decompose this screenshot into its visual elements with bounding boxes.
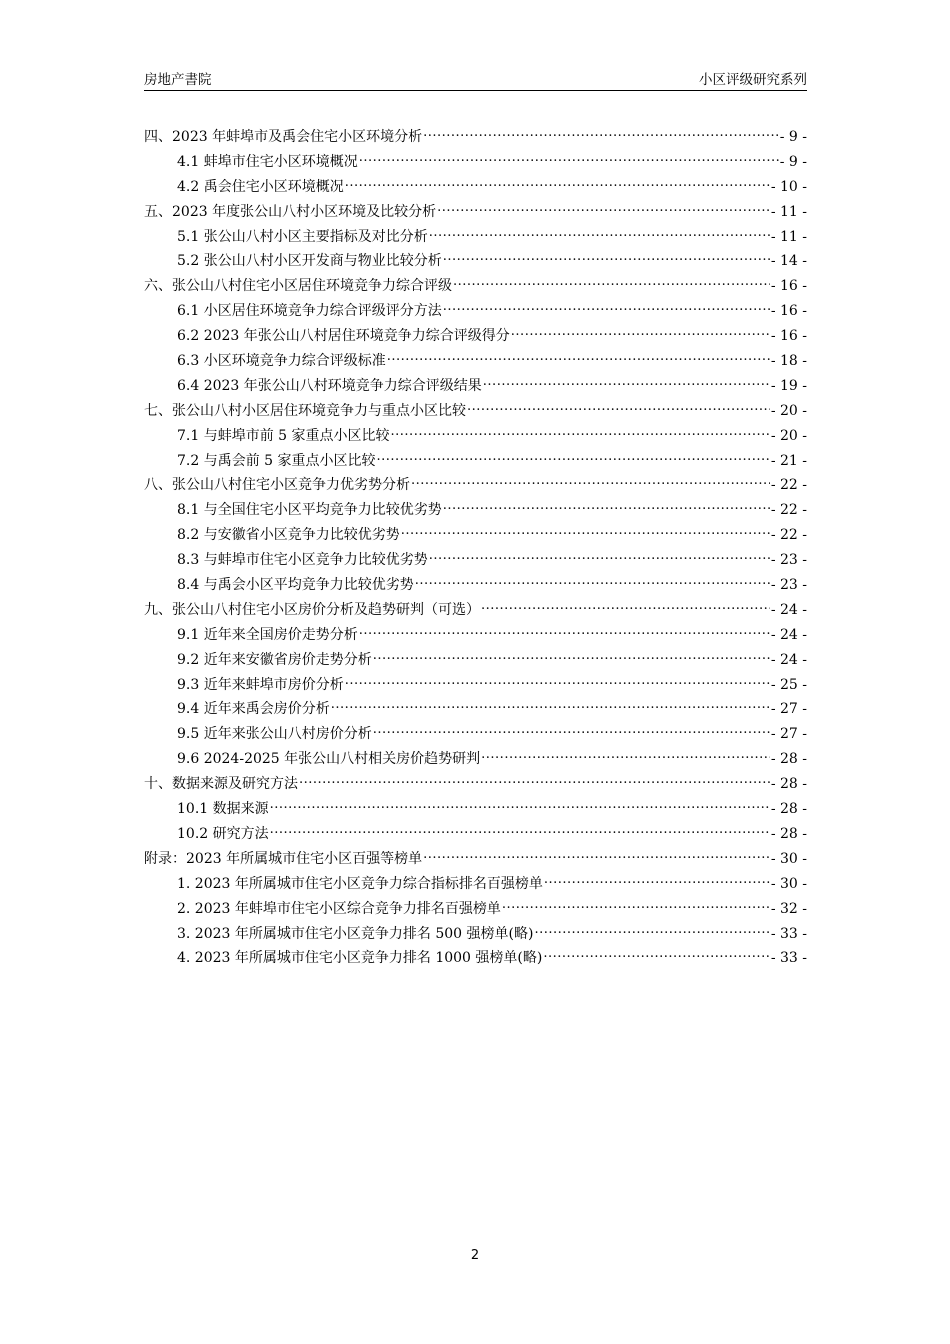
toc-entry-page: - 18 - [770, 353, 807, 370]
page-header [144, 68, 807, 91]
toc-entry-title: 8.1 与全国住宅小区平均竞争力比较优劣势 [177, 502, 442, 519]
toc-entry[interactable] [144, 723, 807, 748]
toc-dot-leader [481, 749, 770, 763]
toc-entry-page: - 30 - [770, 850, 807, 867]
toc-entry-title: 9.3 近年来蚌埠市房价分析 [177, 676, 344, 693]
toc-dot-leader [387, 351, 770, 365]
toc-entry-title: 9.4 近年来禹会房价分析 [177, 701, 330, 718]
page-number: 2 [470, 1248, 480, 1263]
toc-entry-title: 5.2 张公山八村小区开发商与物业比较分析 [177, 253, 442, 270]
toc-entry[interactable] [144, 549, 807, 574]
toc-entry-page: - 16 - [770, 303, 807, 320]
toc-entry-page: - 10 - [770, 178, 807, 195]
toc-dot-leader [511, 326, 770, 340]
toc-dot-leader [423, 849, 770, 863]
toc-dot-leader [429, 550, 770, 564]
toc-dot-leader [373, 650, 770, 664]
toc-entry[interactable] [144, 425, 807, 450]
toc-entry-page: - 30 - [770, 875, 807, 892]
toc-entry[interactable] [144, 151, 807, 176]
toc-entry-page: - 28 - [770, 801, 807, 818]
toc-entry-page: - 14 - [770, 253, 807, 270]
toc-entry-title: 附录：2023 年所属城市住宅小区百强等榜单 [144, 850, 423, 867]
toc-entry-title: 四、2023 年蚌埠市及禹会住宅小区环境分析 [144, 129, 423, 145]
toc-dot-leader [483, 376, 770, 390]
toc-entry-page: - 22 - [770, 477, 807, 494]
toc-entry-title: 七、张公山八村小区居住环境竞争力与重点小区比较 [144, 402, 466, 419]
toc-entry[interactable] [144, 748, 807, 773]
toc-entry[interactable] [144, 375, 807, 400]
toc-entry[interactable] [144, 873, 807, 898]
toc-entry-title: 7.2 与禹会前 5 家重点小区比较 [177, 452, 376, 469]
toc-entry-title: 9.2 近年来安徽省房价走势分析 [177, 651, 372, 668]
toc-dot-leader [270, 824, 770, 838]
toc-entry[interactable] [144, 674, 807, 699]
toc-entry-page: - 19 - [770, 377, 807, 394]
toc-dot-leader [544, 874, 770, 888]
toc-entry-title: 6.2 2023 年张公山八村居住环境竞争力综合评级得分 [177, 328, 510, 345]
toc-entry-page: - 32 - [770, 900, 807, 917]
header-left-text: 房地产書院 [144, 72, 212, 88]
toc-entry[interactable] [144, 474, 807, 499]
toc-entry-page: - 24 - [770, 651, 807, 668]
toc-entry-title: 五、2023 年度张公山八村小区环境及比较分析 [144, 203, 437, 220]
toc-entry-page: - 33 - [770, 950, 807, 967]
toc-dot-leader [429, 227, 770, 241]
toc-entry-page: - 20 - [770, 427, 807, 444]
toc-entry-title: 八、张公山八村住宅小区竞争力优劣势分析 [144, 477, 410, 494]
toc-dot-leader [401, 525, 770, 539]
toc-entry-page: - 28 - [770, 776, 807, 793]
toc-dot-leader [443, 251, 770, 265]
toc-entry-title: 9.1 近年来全国房价走势分析 [177, 626, 358, 643]
toc-entry-title: 3. 2023 年所属城市住宅小区竞争力排名 500 强榜单(略) [177, 925, 534, 942]
toc-entry[interactable] [144, 848, 807, 873]
toc-entry-title: 2. 2023 年蚌埠市住宅小区综合竞争力排名百强榜单 [177, 900, 501, 917]
toc-entry-page: - 33 - [770, 925, 807, 942]
toc-entry[interactable] [144, 574, 807, 599]
toc-entry-title: 9.5 近年来张公山八村房价分析 [177, 726, 372, 743]
toc-dot-leader [377, 451, 770, 465]
toc-entry-page: - 20 - [770, 402, 807, 419]
toc-entry[interactable] [144, 300, 807, 325]
toc-entry-page: - 28 - [770, 825, 807, 842]
toc-entry-page: - 27 - [770, 726, 807, 743]
header-right-text: 小区评级研究系列 [699, 72, 807, 88]
toc-entry[interactable] [144, 350, 807, 375]
toc-entry-page: - 28 - [770, 751, 807, 768]
toc-entry-title: 六、张公山八村住宅小区居住环境竞争力综合评级 [144, 278, 452, 295]
toc-entry-page: - 25 - [770, 676, 807, 693]
toc-entry[interactable] [144, 898, 807, 923]
toc-entry-title: 10.1 数据来源 [177, 801, 269, 818]
toc-dot-leader [453, 276, 770, 290]
toc-dot-leader [391, 426, 770, 440]
toc-entry-page: - 23 - [770, 552, 807, 569]
toc-entry[interactable] [144, 624, 807, 649]
toc-dot-leader [423, 127, 779, 141]
toc-entry-title: 5.1 张公山八村小区主要指标及对比分析 [177, 228, 428, 245]
toc-entry-page: - 11 - [770, 228, 807, 245]
toc-entry-title: 十、数据来源及研究方法 [144, 776, 298, 793]
toc-entry-title: 4.1 蚌埠市住宅小区环境概况 [177, 153, 358, 170]
toc-entry[interactable] [144, 126, 807, 151]
toc-entry[interactable] [144, 698, 807, 723]
toc-entry[interactable] [144, 499, 807, 524]
toc-dot-leader [481, 600, 770, 614]
toc-entry[interactable] [144, 250, 807, 275]
table-of-contents [144, 126, 807, 972]
toc-entry[interactable] [144, 823, 807, 848]
toc-entry-page: - 11 - [770, 203, 807, 220]
toc-entry[interactable] [144, 599, 807, 624]
toc-entry-page: - 22 - [770, 527, 807, 544]
toc-dot-leader [359, 625, 770, 639]
toc-entry-title: 10.2 研究方法 [177, 825, 269, 842]
toc-entry-page: - 24 - [770, 626, 807, 643]
toc-entry-title: 4. 2023 年所属城市住宅小区竞争力排名 1000 强榜单(略) [177, 950, 543, 967]
toc-dot-leader [373, 724, 770, 738]
toc-dot-leader [437, 202, 770, 216]
toc-entry-title: 8.3 与蚌埠市住宅小区竞争力比较优劣势 [177, 552, 428, 569]
toc-entry[interactable] [144, 773, 807, 798]
toc-entry-title: 7.1 与蚌埠市前 5 家重点小区比较 [177, 427, 390, 444]
toc-dot-leader [415, 575, 770, 589]
toc-entry-title: 8.2 与安徽省小区竞争力比较优劣势 [177, 527, 400, 544]
toc-entry-page: - 16 - [770, 328, 807, 345]
toc-entry-page: - 27 - [770, 701, 807, 718]
toc-entry-title: 9.6 2024-2025 年张公山八村相关房价趋势研判 [177, 751, 481, 768]
toc-dot-leader [443, 301, 770, 315]
toc-entry[interactable] [144, 947, 807, 972]
toc-entry[interactable] [144, 798, 807, 823]
toc-entry-title: 1. 2023 年所属城市住宅小区竞争力综合指标排名百强榜单 [177, 875, 543, 892]
toc-entry-page: - 9 - [779, 129, 807, 145]
toc-entry[interactable] [144, 226, 807, 251]
toc-entry-title: 6.4 2023 年张公山八村环境竞争力综合评级结果 [177, 377, 482, 394]
toc-dot-leader [331, 699, 770, 713]
toc-entry[interactable] [144, 649, 807, 674]
toc-dot-leader [443, 500, 770, 514]
toc-entry-title: 4.2 禹会住宅小区环境概况 [177, 178, 344, 195]
toc-entry-title: 6.1 小区居住环境竞争力综合评级评分方法 [177, 303, 442, 320]
toc-entry[interactable] [144, 201, 807, 226]
toc-dot-leader [299, 774, 770, 788]
toc-dot-leader [534, 924, 769, 938]
toc-entry[interactable] [144, 524, 807, 549]
toc-dot-leader [543, 948, 769, 962]
toc-dot-leader [270, 799, 770, 813]
toc-dot-leader [345, 177, 770, 191]
toc-entry-title: 九、张公山八村住宅小区房价分析及趋势研判（可选） [144, 601, 480, 618]
toc-entry[interactable] [144, 275, 807, 300]
toc-entry-page: - 16 - [770, 278, 807, 295]
toc-entry-page: - 9 - [779, 153, 807, 170]
toc-entry-page: - 23 - [770, 577, 807, 594]
toc-dot-leader [411, 475, 770, 489]
toc-entry[interactable] [144, 923, 807, 948]
toc-entry-title: 6.3 小区环境竞争力综合评级标准 [177, 353, 386, 370]
toc-entry[interactable] [144, 176, 807, 201]
toc-entry[interactable] [144, 325, 807, 350]
toc-entry-page: - 21 - [770, 452, 807, 469]
toc-entry[interactable] [144, 400, 807, 425]
toc-entry-title: 8.4 与禹会小区平均竞争力比较优劣势 [177, 577, 414, 594]
toc-entry-page: - 22 - [770, 502, 807, 519]
toc-dot-leader [345, 675, 770, 689]
toc-dot-leader [359, 152, 779, 166]
toc-entry-page: - 24 - [770, 601, 807, 618]
toc-dot-leader [467, 401, 770, 415]
toc-dot-leader [502, 899, 770, 913]
toc-entry[interactable] [144, 450, 807, 475]
